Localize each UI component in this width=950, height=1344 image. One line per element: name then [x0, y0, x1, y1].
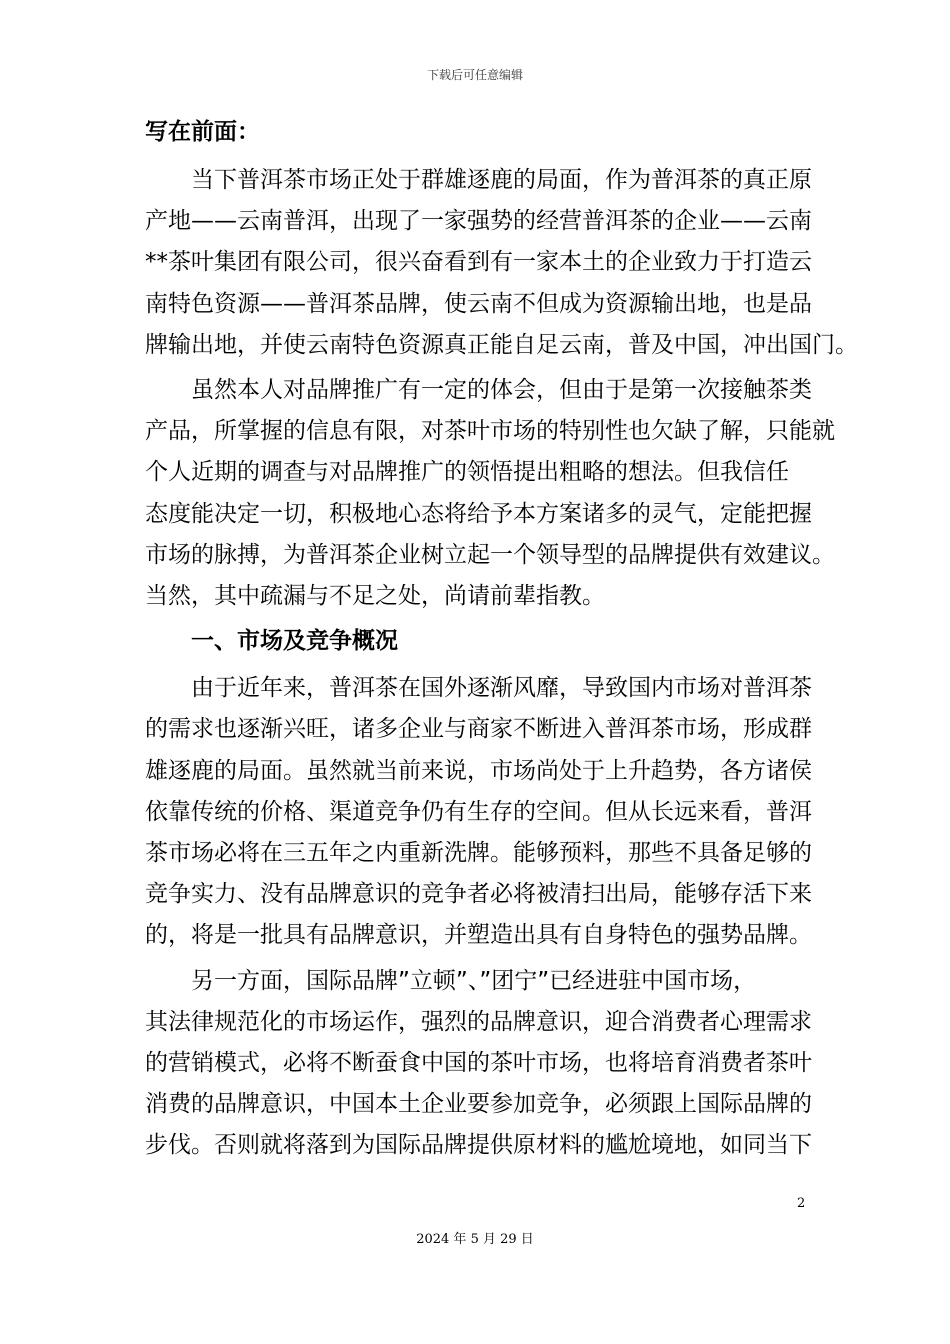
- text-line: 的需求也逐渐兴旺，诸多企业与商家不断进入普洱茶市场，形成群: [145, 716, 812, 743]
- text-line: 的营销模式，必将不断蚕食中国的茶叶市场，也将培育消费者茶叶: [145, 1050, 812, 1077]
- text-line: 当然，其中疏漏与不足之处，尚请前辈指教。: [145, 583, 605, 610]
- text-line: 南特色资源——普洱茶品牌，使云南不但成为资源输出地，也是品: [145, 290, 812, 317]
- paragraph-4: [145, 961, 825, 1167]
- text-line: 产地——云南普洱，出现了一家强势的经营普洱茶的企业——云南: [145, 208, 812, 235]
- text-line: 步伐。否则就将落到为国际品牌提供原材料的尴尬境地，如同当下: [145, 1132, 812, 1159]
- text-line: 的，将是一批具有品牌意识，并塑造出具有自身特色的强势品牌。: [145, 922, 812, 949]
- footer-date: 2024 年 5 月 29 日: [416, 1232, 534, 1247]
- text-line: 个人近期的调查与对品牌推广的领悟提出粗略的想法。但我信任: [145, 459, 789, 486]
- text-line: 市场的脉搏，为普洱茶企业树立起一个领导型的品牌提供有效建议。: [145, 541, 835, 568]
- paragraph-2: [145, 370, 835, 617]
- text-line: 态度能决定一切，积极地心态将给予本方案诸多的灵气，定能把握: [145, 500, 812, 527]
- text-line: 另一方面，国际品牌”立顿”、”团宁”已经进驻中国市场，: [191, 967, 757, 994]
- page-header: 下载后可任意编辑: [426, 68, 523, 82]
- text-line: **茶叶集团有限公司，很兴奋看到有一家本土的企业致力于打造云: [145, 249, 812, 276]
- text-line: 竞争实力、没有品牌意识的竞争者必将被清扫出局，能够存活下来: [145, 881, 812, 908]
- text-line: 茶市场必将在三五年之内重新洗牌。能够预料，那些不具备足够的: [145, 840, 812, 867]
- page-number: 2: [797, 1196, 806, 1211]
- paragraph-3: [145, 668, 825, 956]
- paragraph-1: [145, 160, 858, 366]
- text-line: 雄逐鹿的局面。虽然就当前来说，市场尚处于上升趋势，各方诸侯: [145, 757, 812, 784]
- text-line: 产品，所掌握的信息有限，对茶叶市场的特别性也欠缺了解，只能就: [145, 418, 835, 445]
- text-line: 依靠传统的价格、渠道竞争仍有生存的空间。但从长远来看，普洱: [145, 798, 812, 825]
- text-line: 当下普洱茶市场正处于群雄逐鹿的局面，作为普洱茶的真正原: [191, 167, 812, 193]
- text-line: 消费的品牌意识，中国本土企业要参加竞争，必须跟上国际品牌的: [145, 1091, 812, 1118]
- text-line: 牌输出地，并使云南特色资源真正能自足云南，普及中国，冲出国门。: [145, 331, 858, 358]
- section-heading: 一、市场及竞争概况: [191, 628, 398, 655]
- text-line: 虽然本人对品牌推广有一定的体会，但由于是第一次接触茶类: [191, 377, 812, 404]
- text-line: 由于近年来，普洱茶在国外逐渐风靡，导致国内市场对普洱茶: [191, 675, 812, 702]
- intro-heading: 写在前面：: [145, 119, 260, 145]
- document-body: [145, 112, 858, 1171]
- text-line: 其法律规范化的市场运作，强烈的品牌意识，迎合消费者心理需求: [145, 1008, 812, 1035]
